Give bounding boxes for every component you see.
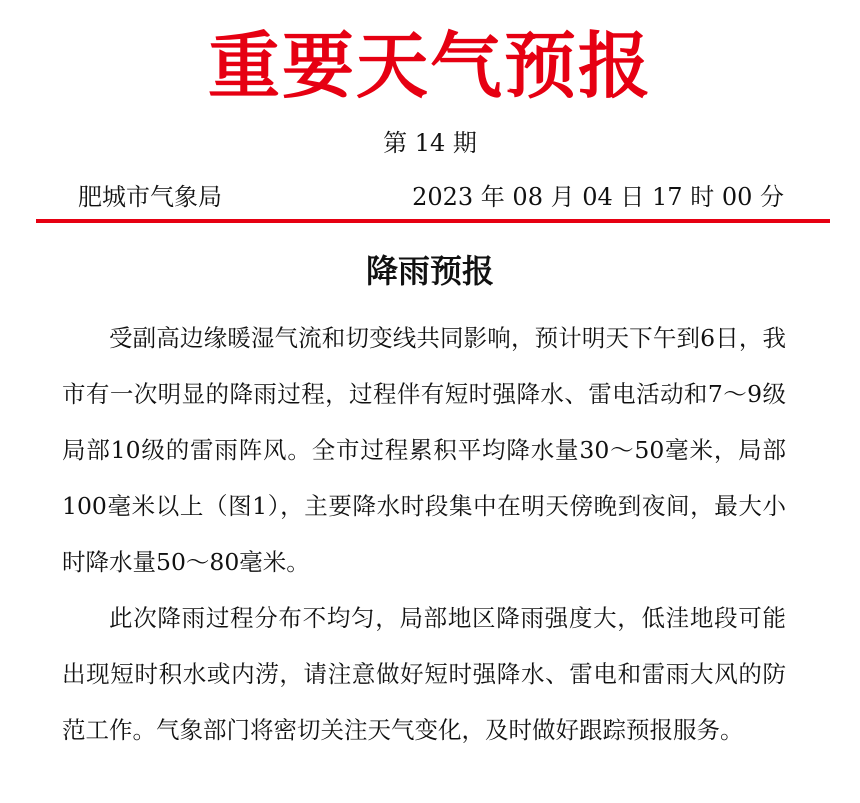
issue-number: 第 14 期 [383, 129, 477, 157]
masthead-title: 重要天气预报 [207, 23, 652, 108]
issue-datetime: 2023 年 08 月 04 日 17 时 00 分 [412, 183, 784, 211]
issuing-organization: 肥城市气象局 [78, 183, 222, 211]
article-title: 降雨预报 [365, 252, 494, 290]
issuer-row [78, 180, 784, 214]
paragraph: 此次降雨过程分布不均匀，局部地区降雨强度大，低洼地段可能出现短时积水或内涝，请注意做好短时强降水、雷电和雷雨大风的防范工作。气象部门将密切关注天气变化，及时做好跟踪预报服务。 [62, 604, 786, 744]
article-body [62, 310, 786, 758]
header-divider [36, 219, 830, 223]
paragraph: 受副高边缘暖湿气流和切变线共同影响，预计明天下午到6日，我市有一次明显的降雨过程，过程伴有短时强降水、雷电活动和7～9级局部10级的雷雨阵风。全市过程累积平均降水量30～50毫米，局部100毫米以上（图1），主要降水时段集中在明天傍晚到夜间，最大小时降水量50～80毫米。 [62, 324, 786, 576]
